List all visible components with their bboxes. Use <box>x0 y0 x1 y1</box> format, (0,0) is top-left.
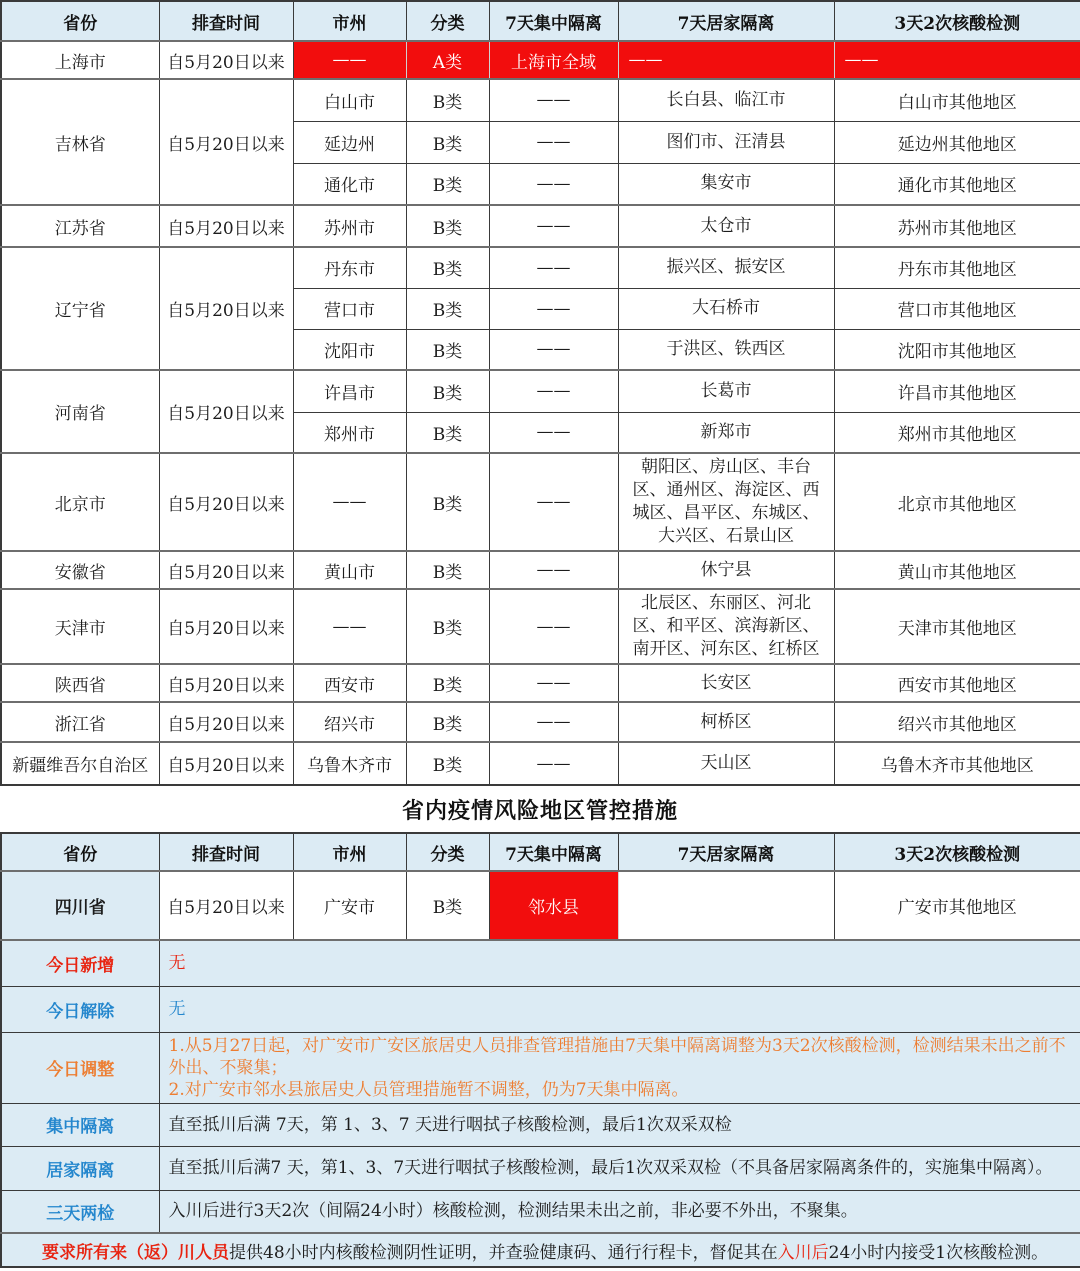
time-cell: 自5月20日以来 <box>159 205 293 247</box>
note-row-today-new <box>1 940 1080 986</box>
column-header: 分类 <box>406 1 489 41</box>
time-cell: 自5月20日以来 <box>159 551 293 589</box>
city-cell: 苏州市 <box>293 205 406 247</box>
city-cell: 延边州 <box>293 121 406 163</box>
province-cell: 新疆维吾尔自治区 <box>1 742 159 785</box>
footer-segment: 24小时内接受1次核酸检测。 <box>828 1242 1049 1263</box>
central-quarantine-cell: —— <box>489 329 618 370</box>
home-quarantine-cell: 于洪区、铁西区 <box>618 329 834 370</box>
note-text-home-quarantine <box>159 1146 1080 1190</box>
nucleic-test-cell: 延边州其他地区 <box>834 121 1080 163</box>
note-row-three-day-two-tests <box>1 1190 1080 1233</box>
nucleic-test-cell: 丹东市其他地区 <box>834 247 1080 288</box>
nucleic-test-cell: 黄山市其他地区 <box>834 551 1080 589</box>
category-cell: B类 <box>406 742 489 785</box>
province-cell: 河南省 <box>1 370 159 453</box>
note-line: 入川后进行3天2次（间隔24小时）核酸检测，检测结果未出之前，非必要不外出，不聚集。 <box>168 1201 858 1222</box>
city-cell: —— <box>293 589 406 664</box>
note-line: 2.对广安市邻水县旅居史人员管理措施暂不调整，仍为7天集中隔离。 <box>168 1079 689 1100</box>
nucleic-test-cell: 沈阳市其他地区 <box>834 329 1080 370</box>
central-quarantine-cell: —— <box>489 412 618 453</box>
category-cell: B类 <box>406 370 489 412</box>
province-cell: 江苏省 <box>1 205 159 247</box>
city-cell: 白山市 <box>293 79 406 121</box>
note-line: 无 <box>168 999 186 1019</box>
city-cell: —— <box>293 41 406 79</box>
column-header: 市州 <box>293 1 406 41</box>
footer-requirement <box>1 1233 1080 1267</box>
home-quarantine-cell: 休宁县 <box>618 551 834 589</box>
header-row <box>1 833 1080 871</box>
note-line: 直至抵川后满7 天，第1、3、7天进行咽拭子核酸检测，最后1次双采双检（不具备居家隔离条件的，实施集中隔离）。 <box>168 1158 1053 1178</box>
column-header: 排查时间 <box>159 833 293 871</box>
home-quarantine-cell <box>618 871 834 940</box>
central-quarantine-cell: —— <box>489 163 618 205</box>
home-quarantine-cell: 太仓市 <box>618 205 834 247</box>
category-cell: B类 <box>406 247 489 288</box>
central-quarantine-cell: 邻水县 <box>489 871 618 940</box>
note-label-today-new: 今日新增 <box>1 940 159 986</box>
column-header: 7天集中隔离 <box>489 833 618 871</box>
table-row <box>1 702 1080 742</box>
central-quarantine-cell: 上海市全域 <box>489 41 618 79</box>
city-cell: —— <box>293 453 406 551</box>
column-header: 市州 <box>293 833 406 871</box>
table-row <box>1 871 1080 940</box>
central-quarantine-cell: —— <box>489 370 618 412</box>
table-row <box>1 551 1080 589</box>
category-cell: B类 <box>406 551 489 589</box>
note-label-today-adjusted: 今日调整 <box>1 1032 159 1103</box>
category-cell: B类 <box>406 702 489 742</box>
time-cell: 自5月20日以来 <box>159 702 293 742</box>
footer-segment: 提供48小时内核酸检测阴性证明，并查验健康码、通行行程卡，督促其在 <box>229 1242 778 1263</box>
home-quarantine-cell: —— <box>618 41 834 79</box>
home-quarantine-cell: 天山区 <box>618 742 834 785</box>
province-cell: 吉林省 <box>1 79 159 205</box>
central-quarantine-cell: —— <box>489 453 618 551</box>
city-cell: 营口市 <box>293 288 406 329</box>
nucleic-test-cell: 通化市其他地区 <box>834 163 1080 205</box>
column-header: 3天2次核酸检测 <box>834 833 1080 871</box>
central-quarantine-cell: —— <box>489 247 618 288</box>
note-row-today-adjusted <box>1 1032 1080 1103</box>
note-line: 无 <box>168 953 186 974</box>
column-header: 7天集中隔离 <box>489 1 618 41</box>
home-quarantine-cell: 振兴区、振安区 <box>618 247 834 288</box>
table-row <box>1 205 1080 247</box>
province-cell: 北京市 <box>1 453 159 551</box>
time-cell: 自5月20日以来 <box>159 664 293 702</box>
province-cell: 浙江省 <box>1 702 159 742</box>
note-text-today-adjusted <box>159 1032 1080 1103</box>
category-cell: B类 <box>406 79 489 121</box>
city-cell: 郑州市 <box>293 412 406 453</box>
category-cell: A类 <box>406 41 489 79</box>
city-cell: 绍兴市 <box>293 702 406 742</box>
table-row <box>1 247 1080 288</box>
province-cell: 上海市 <box>1 41 159 79</box>
category-cell: B类 <box>406 329 489 370</box>
home-quarantine-cell: 新郑市 <box>618 412 834 453</box>
footer-segment: 入川后 <box>777 1242 829 1263</box>
sichuan-control-table <box>0 832 1080 1268</box>
section-title: 省内疫情风险地区管控措施 <box>401 797 678 824</box>
table-row <box>1 79 1080 121</box>
category-cell: B类 <box>406 412 489 453</box>
nucleic-test-cell: 郑州市其他地区 <box>834 412 1080 453</box>
nucleic-test-cell: 西安市其他地区 <box>834 664 1080 702</box>
nucleic-test-cell: 广安市其他地区 <box>834 871 1080 940</box>
province-cell: 安徽省 <box>1 551 159 589</box>
table-row <box>1 41 1080 79</box>
nucleic-test-cell: 白山市其他地区 <box>834 79 1080 121</box>
home-quarantine-cell: 图们市、汪清县 <box>618 121 834 163</box>
table-row <box>1 589 1080 664</box>
nucleic-test-cell: 营口市其他地区 <box>834 288 1080 329</box>
city-cell: 沈阳市 <box>293 329 406 370</box>
central-quarantine-cell: —— <box>489 205 618 247</box>
column-header: 分类 <box>406 833 489 871</box>
table-row <box>1 742 1080 785</box>
category-cell: B类 <box>406 121 489 163</box>
city-cell: 西安市 <box>293 664 406 702</box>
nucleic-test-cell: 天津市其他地区 <box>834 589 1080 664</box>
home-quarantine-cell: 北辰区、东丽区、河北区、和平区、滨海新区、南开区、河东区、红桥区 <box>618 589 834 664</box>
time-cell: 自5月20日以来 <box>159 370 293 453</box>
column-header: 3天2次核酸检测 <box>834 1 1080 41</box>
central-quarantine-cell: —— <box>489 702 618 742</box>
time-cell: 自5月20日以来 <box>159 41 293 79</box>
home-quarantine-cell: 柯桥区 <box>618 702 834 742</box>
city-cell: 黄山市 <box>293 551 406 589</box>
note-row-centralized-quarantine <box>1 1103 1080 1146</box>
note-label-centralized-quarantine: 集中隔离 <box>1 1103 159 1146</box>
nucleic-test-cell: —— <box>834 41 1080 79</box>
nucleic-test-cell: 绍兴市其他地区 <box>834 702 1080 742</box>
note-text-today-new <box>159 940 1080 986</box>
home-quarantine-cell: 长安区 <box>618 664 834 702</box>
category-cell: B类 <box>406 664 489 702</box>
category-cell: B类 <box>406 288 489 329</box>
category-cell: B类 <box>406 205 489 247</box>
column-header: 省份 <box>1 833 159 871</box>
home-quarantine-cell: 长白县、临江市 <box>618 79 834 121</box>
note-row-home-quarantine <box>1 1146 1080 1190</box>
category-cell: B类 <box>406 163 489 205</box>
central-quarantine-cell: —— <box>489 664 618 702</box>
nucleic-test-cell: 许昌市其他地区 <box>834 370 1080 412</box>
central-quarantine-cell: —— <box>489 121 618 163</box>
city-cell: 乌鲁木齐市 <box>293 742 406 785</box>
note-text-today-lifted <box>159 986 1080 1032</box>
central-quarantine-cell: —— <box>489 589 618 664</box>
central-quarantine-cell: —— <box>489 79 618 121</box>
home-quarantine-cell: 长葛市 <box>618 370 834 412</box>
table-row <box>1 453 1080 551</box>
table-row <box>1 370 1080 412</box>
note-label-today-lifted: 今日解除 <box>1 986 159 1032</box>
time-cell: 自5月20日以来 <box>159 453 293 551</box>
province-cell: 辽宁省 <box>1 247 159 370</box>
province-cell: 陕西省 <box>1 664 159 702</box>
time-cell: 自5月20日以来 <box>159 247 293 370</box>
nucleic-test-cell: 北京市其他地区 <box>834 453 1080 551</box>
time-cell: 自5月20日以来 <box>159 871 293 940</box>
footer-row <box>1 1233 1080 1267</box>
footer-segment: 要求所有来（返）川人员 <box>42 1242 229 1263</box>
note-label-three-day-two-tests: 三天两检 <box>1 1190 159 1233</box>
home-quarantine-cell: 大石桥市 <box>618 288 834 329</box>
note-text-three-day-two-tests <box>159 1190 1080 1233</box>
column-header: 省份 <box>1 1 159 41</box>
time-cell: 自5月20日以来 <box>159 79 293 205</box>
category-cell: B类 <box>406 871 489 940</box>
home-quarantine-cell: 集安市 <box>618 163 834 205</box>
central-quarantine-cell: —— <box>489 551 618 589</box>
category-cell: B类 <box>406 453 489 551</box>
table-row <box>1 664 1080 702</box>
column-header: 7天居家隔离 <box>618 833 834 871</box>
city-cell: 广安市 <box>293 871 406 940</box>
note-row-today-lifted <box>1 986 1080 1032</box>
nucleic-test-cell: 乌鲁木齐市其他地区 <box>834 742 1080 785</box>
city-cell: 通化市 <box>293 163 406 205</box>
province-cell: 天津市 <box>1 589 159 664</box>
home-quarantine-cell: 朝阳区、房山区、丰台区、通州区、海淀区、西城区、昌平区、东城区、大兴区、石景山区 <box>618 453 834 551</box>
central-quarantine-cell: —— <box>489 288 618 329</box>
note-line: 直至抵川后满 7天，第 1、3、7 天进行咽拭子核酸检测，最后1次双采双检 <box>168 1114 732 1135</box>
city-cell: 丹东市 <box>293 247 406 288</box>
column-header: 排查时间 <box>159 1 293 41</box>
city-cell: 许昌市 <box>293 370 406 412</box>
central-quarantine-cell: —— <box>489 742 618 785</box>
note-text-centralized-quarantine <box>159 1103 1080 1146</box>
note-label-home-quarantine: 居家隔离 <box>1 1146 159 1190</box>
time-cell: 自5月20日以来 <box>159 742 293 785</box>
note-line: 1.从5月27日起，对广安市广安区旅居史人员排查管理措施由7天集中隔离调整为3天2次核酸检测，检测结果未出之前不外出、不聚集； <box>168 1035 1066 1078</box>
time-cell: 自5月20日以来 <box>159 589 293 664</box>
column-header: 7天居家隔离 <box>618 1 834 41</box>
header-row <box>1 1 1080 41</box>
category-cell: B类 <box>406 589 489 664</box>
nucleic-test-cell: 苏州市其他地区 <box>834 205 1080 247</box>
province-cell: 四川省 <box>1 871 159 940</box>
